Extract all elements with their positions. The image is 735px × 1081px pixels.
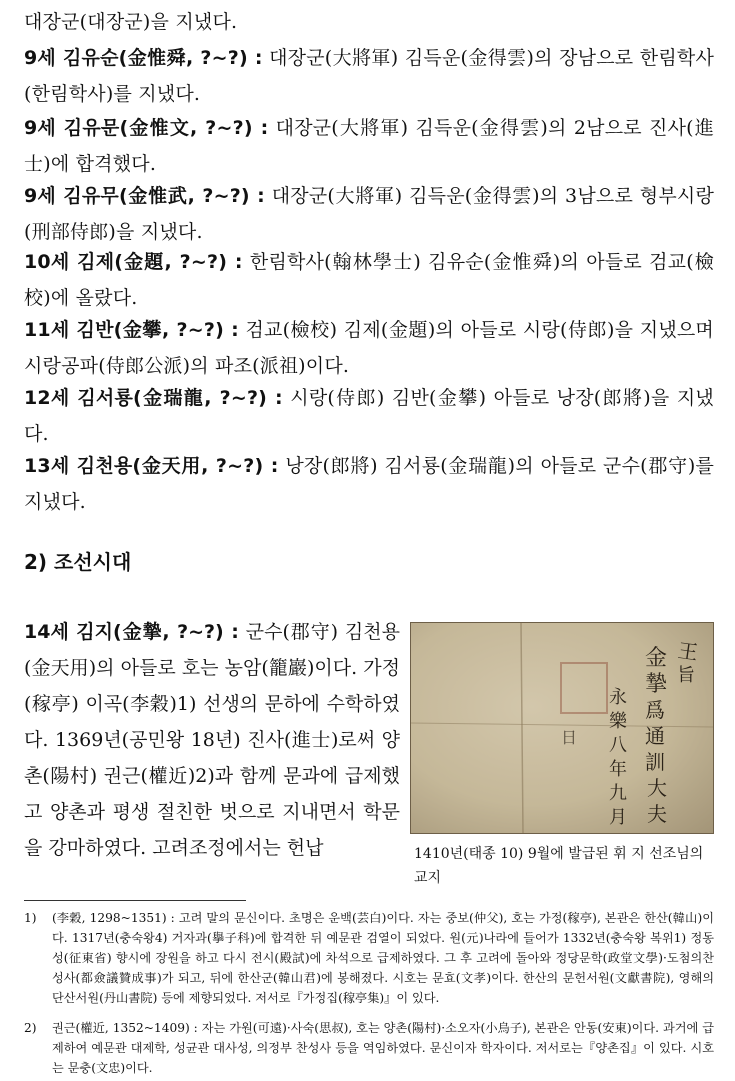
- svg-text:訓: 訓: [645, 750, 665, 774]
- svg-text:月: 月: [609, 807, 627, 828]
- svg-text:摯: 摯: [645, 672, 668, 697]
- svg-text:八: 八: [609, 735, 627, 756]
- footnote-text: 권근(權近, 1352~1409) : 자는 가원(可遠)·사숙(思叔), 호는 양촌(陽村)·소오자(小烏子), 본관은 안동(安東)이다. 과거에 급제하여 예문관 대제학, 성균관 대사성, 의정부 찬성사 등을 역임하였다. 문신이자 학자이다. 저서로는『양촌집』이 있다. 시호는 문충(文忠)이다.: [52, 1021, 714, 1075]
- entry-heading: 13세 김천용(金天用, ?~?) :: [24, 455, 279, 477]
- footnote-divider: [24, 900, 246, 901]
- paragraph-continuation: [24, 4, 714, 40]
- entry-heading: 11세 김반(金攀, ?~?) :: [24, 319, 239, 341]
- edict-document-image: [411, 623, 713, 833]
- entry-text: 군수(郡守) 김천용(金天用)의 아들로 호는 농암(籠巖)이다. 가정(稼亭) 이곡(李穀)1) 선생의 문하에 수학하였다. 1369년(공민왕 18년) 진사(進士)로써 양촌(陽村) 권근(權近)2)과 함께 문과에 급제했고 양촌과 평생 절친한 벗으로 지내면서 학문을 강마하였다. 고려조정에서는 헌납: [24, 621, 400, 859]
- genealogy-entry: [24, 110, 714, 182]
- footnote-1: [24, 908, 714, 1008]
- entry-text: 대장군(大將軍) 김득운(金得雲)의 장남으로 한림학사(한림학사)를 지냈다.: [24, 47, 715, 105]
- svg-text:金: 金: [645, 646, 668, 671]
- entry-heading: 10세 김제(金題, ?~?) :: [24, 251, 243, 273]
- svg-text:樂: 樂: [609, 711, 627, 732]
- genealogy-entry: [24, 178, 714, 250]
- svg-text:夫: 夫: [647, 802, 667, 826]
- genealogy-entry-joseon: [24, 614, 400, 866]
- svg-text:日: 日: [561, 728, 578, 747]
- svg-text:大: 大: [647, 776, 667, 800]
- entry-text: 낭장(郎將) 김서룡(金瑞龍)의 아들로 군수(郡守)를 지냈다.: [24, 455, 715, 513]
- paragraph-text: 대장군(대장군)을 지냈다.: [24, 11, 238, 33]
- footnote-2: [24, 1018, 714, 1078]
- entry-text: 시랑(侍郎) 김반(金攀) 아들로 낭장(郎將)을 지냈다.: [24, 387, 714, 445]
- footnote-number: 1): [24, 911, 37, 925]
- entry-text: 대장군(大將軍) 김득운(金得雲)의 2남으로 진사(進士)에 합격했다.: [24, 117, 714, 175]
- entry-heading: 9세 김유무(金惟武, ?~?) :: [24, 185, 265, 207]
- entry-heading: 12세 김서룡(金瑞龍, ?~?) :: [24, 387, 283, 409]
- entry-text: 대장군(大將軍) 김득운(金得雲)의 3남으로 형부시랑(刑部侍郎)을 지냈다.: [24, 185, 714, 243]
- svg-text:王: 王: [676, 638, 700, 665]
- entry-heading: 9세 김유문(金惟文, ?~?) :: [24, 117, 269, 139]
- svg-text:通: 通: [645, 724, 665, 748]
- genealogy-entry: [24, 40, 714, 112]
- entry-heading: 9세 김유순(金惟舜, ?~?) :: [24, 47, 263, 69]
- entry-text: 한림학사(翰林學士) 김유순(金惟舜)의 아들로 검교(檢校)에 올랐다.: [24, 251, 714, 309]
- entry-text: 검교(檢校) 김제(金題)의 아들로 시랑(侍郎)을 지냈으며 시랑공파(侍郎公派)의 파조(派祖)이다.: [24, 319, 714, 377]
- genealogy-entry: [24, 380, 714, 452]
- svg-text:九: 九: [609, 783, 627, 804]
- section-title: 2) 조선시대: [24, 550, 132, 574]
- genealogy-entry: [24, 244, 714, 316]
- svg-text:旨: 旨: [677, 665, 695, 686]
- svg-text:爲: 爲: [645, 698, 665, 722]
- footnote-number: 2): [24, 1021, 37, 1035]
- entry-heading: 14세 김지(金摯, ?~?) :: [24, 621, 239, 643]
- photo-caption: 1410년(태종 10) 9월에 발급된 휘 지 선조님의 교지: [414, 846, 704, 886]
- royal-edict-photo: [410, 622, 714, 834]
- footnote-text: (李穀, 1298~1351) : 고려 말의 문신이다. 초명은 운백(芸白)이다. 자는 중보(仲父), 호는 가정(稼亭), 본관은 한산(韓山)이다. 1317년(충숙왕4) 거자과(擧子科)에 합격한 뒤 예문관 검열이 되었다. 원(元)나라에 들어가 1332년(충숙왕 복위1) 정동성(征東省) 향시에 장원을 하고 다시 전시(殿試)에 차석으로 급제하였다. 그 후 고려에 돌아와 정당문학(政堂文學)·도첨의찬성사(都僉議贊成事)가 되고, 뒤에 한산군(韓山君)에 봉해졌다. 시호는 문효(文孝)이다. 한산의 문헌서원(文獻書院), 영해의 단산서원(丹山書院) 등에 제향되었다. 저서로『가정집(稼亭集)』이 있다.: [52, 911, 714, 1005]
- svg-text:年: 年: [609, 759, 627, 780]
- svg-text:永: 永: [609, 687, 627, 708]
- genealogy-entry: [24, 448, 714, 520]
- genealogy-entry: [24, 312, 714, 384]
